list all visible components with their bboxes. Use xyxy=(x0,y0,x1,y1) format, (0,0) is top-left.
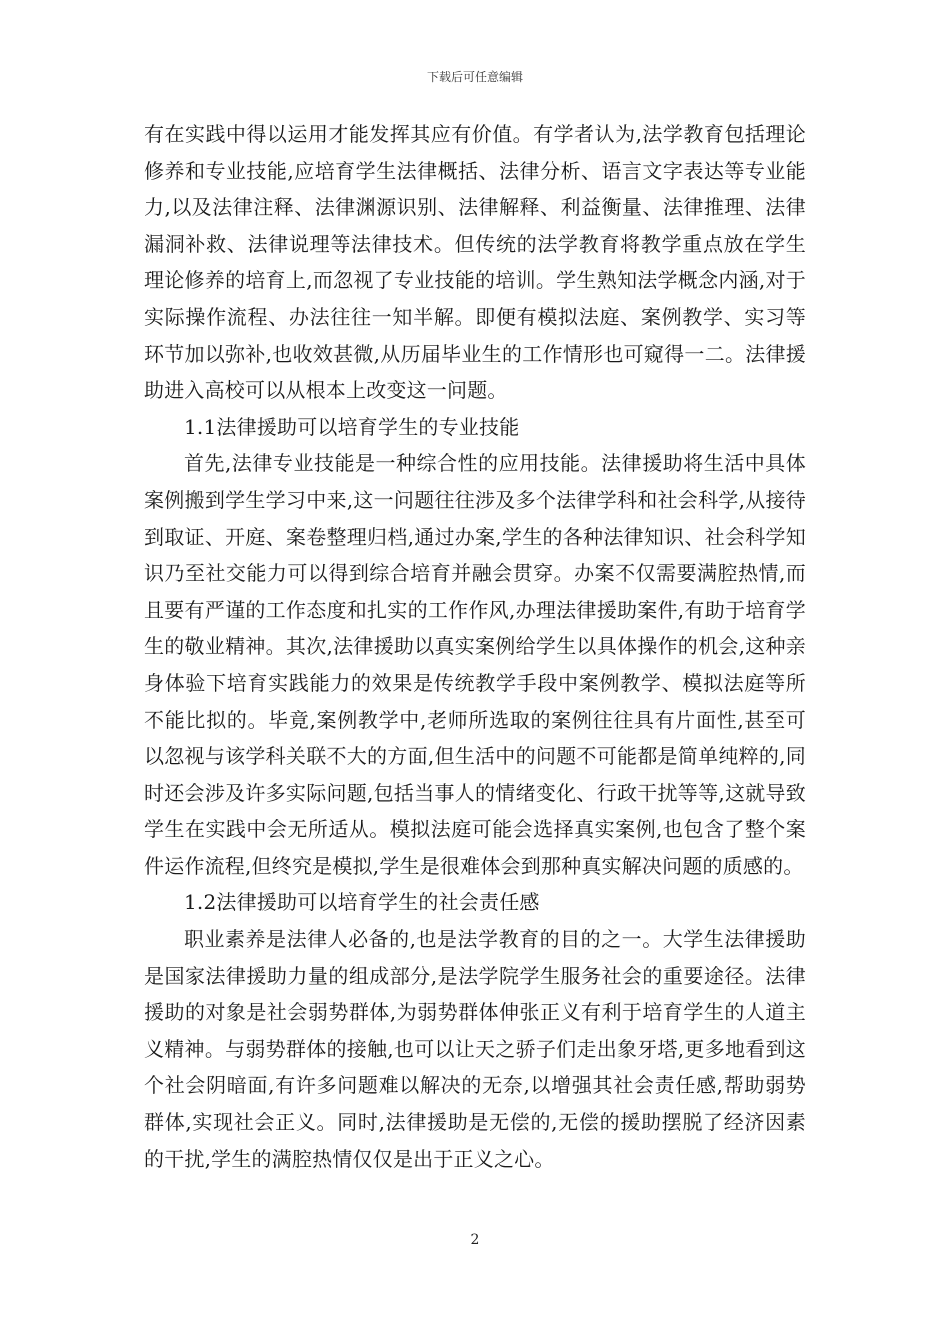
body-paragraph: 首先,法律专业技能是一种综合性的应用技能。法律援助将生活中具体案例搬到学生学习中来,这一问题往往涉及多个法律学科和社会科学,从接待到取证、开庭、案卷整理归档,通过办案,学生的各种法律知识、社会科学知识乃至社交能力可以得到综合培育并融会贯穿。办案不仅需要满腔热情,而且要有严谨的工作态度和扎实的工作作风,办理法律援助案件,有助于培育学生的敬业精神。其次,法律援助以真实案例给学生以具体操作的机会,这种亲身体验下培育实践能力的效果是传统教学手段中案例教学、模拟法庭等所不能比拟的。毕竟,案例教学中,老师所选取的案例往往具有片面性,甚至可以忽视与该学科关联不大的方面,但生活中的问题不可能都是简单纯粹的,同时还会涉及许多实际问题,包括当事人的情绪变化、行政干扰等等,这就导致学生在实践中会无所适从。模拟法庭可能会选择真实案例,也包含了整个案件运作流程,但终究是模拟,学生是很难体会到那种真实解决问题的质感的。 xyxy=(144,451,806,878)
document-body xyxy=(144,116,806,1177)
page-header: 下载后可任意编辑 xyxy=(426,70,523,84)
body-paragraph: 有在实践中得以运用才能发挥其应有价值。有学者认为,法学教育包括理论修养和专业技能,应培育学生法律概括、法律分析、语言文字表达等专业能力,以及法律注释、法律渊源识别、法律解释、利益衡量、法律推理、法律漏洞补救、法律说理等法律技术。但传统的法学教育将教学重点放在学生理论修养的培育上,而忽视了专业技能的培训。学生熟知法学概念内涵,对于实际操作流程、办法往往一知半解。即便有模拟法庭、案例教学、实习等环节加以弥补,也收效甚微,从历届毕业生的工作情形也可窥得一二。法律援助进入高校可以从根本上改变这一问题。 xyxy=(144,122,806,403)
section-heading: 1.1法律援助可以培育学生的专业技能 xyxy=(184,414,520,439)
body-paragraph: 职业素养是法律人必备的,也是法学教育的目的之一。大学生法律援助是国家法律援助力量的组成部分,是法学院学生服务社会的重要途径。法律援助的对象是社会弱势群体,为弱势群体伸张正义有利于培育学生的人道主义精神。与弱势群体的接触,也可以让天之骄子们走出象牙塔,更多地看到这个社会阴暗面,有许多问题难以解决的无奈,以增强其社会责任感,帮助弱势群体,实现社会正义。同时,法律援助是无偿的,无偿的援助摆脱了经济因素的干扰,学生的满腔热情仅仅是出于正义之心。 xyxy=(144,927,806,1171)
page-number: 2 xyxy=(470,1232,480,1248)
section-heading: 1.2法律援助可以培育学生的社会责任感 xyxy=(184,890,540,915)
